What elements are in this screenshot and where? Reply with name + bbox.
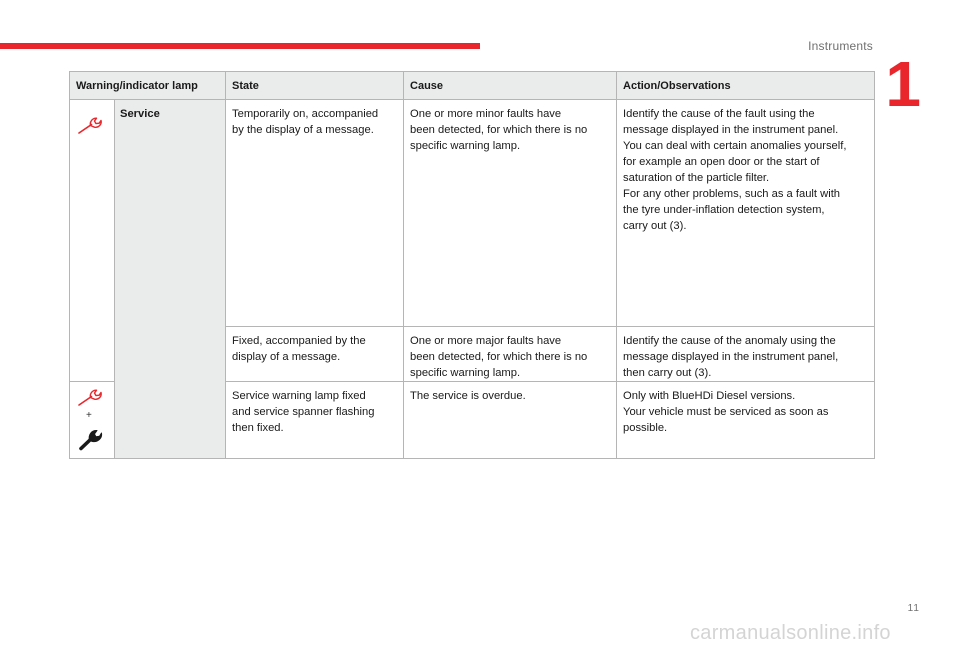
watermark: carmanualsonline.info [690,622,891,644]
row3-state: Service warning lamp fixed and service spanner flashing then fixed. [226,382,404,459]
lamp-name-cell [115,100,226,459]
page-number: 11 [907,603,920,614]
chapter-number: 1 [885,48,921,120]
row2-cause: One or more major faults have been detected, for which there is no specific warning lamp. [404,327,617,382]
service-spanner-solid-icon [78,426,104,457]
plus-sign: + [86,410,92,421]
row1-state: Temporarily on, accompanied by the display of a message. [226,100,404,327]
column-header-cause: Cause [404,72,617,100]
lamp-icon-cell [70,100,115,382]
row2-action: Identify the cause of the anomaly using the message displayed in the instrument panel, then carry out (3). [617,327,875,382]
column-header-lamp: Warning/indicator lamp [70,72,226,100]
table-row [70,100,875,327]
row2-state: Fixed, accompanied by the display of a message. [226,327,404,382]
column-header-action: Action/Observations [617,72,875,100]
section-title: Instruments [808,39,873,53]
column-header-state: State [226,72,404,100]
lamp-name: Service [120,108,160,120]
service-spanner-outline-icon [77,116,105,141]
row1-cause: One or more minor faults have been detected, for which there is no specific warning lamp. [404,100,617,327]
row1-action: Identify the cause of the fault using the message displayed in the instrument panel. You can deal with certain anomalies yourself, for example an open door or the start of saturation of the particle filter. For any other problems, such as a fault with the tyre under-inflation detection system, carry out (3). [617,100,875,327]
row3-action: Only with BlueHDi Diesel versions. Your vehicle must be serviced as soon as possible. [617,382,875,459]
row3-cause: The service is overdue. [404,382,617,459]
combined-icon-cell [70,382,115,459]
warning-lamp-table [69,71,875,459]
table-header-row [70,72,875,100]
red-header-bar [0,43,480,49]
